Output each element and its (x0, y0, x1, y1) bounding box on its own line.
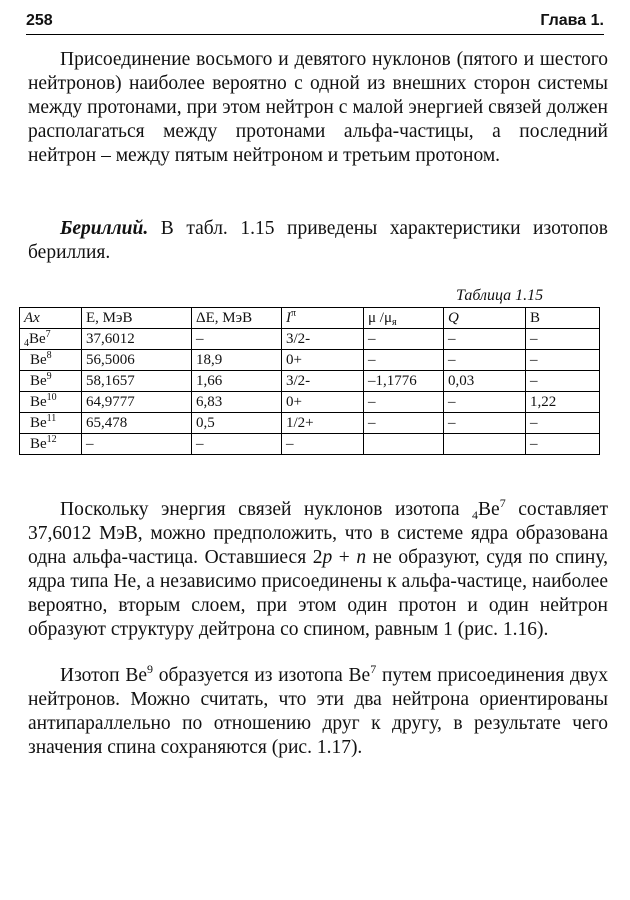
col-header-ax: Ax (20, 308, 82, 329)
col-header-magnetic-moment (364, 308, 444, 329)
cell-magnetic-moment: – (364, 392, 444, 413)
parity-symbol: π (291, 307, 297, 319)
cell-spin-parity: 3/2- (282, 371, 364, 392)
cell-magnetic-moment (364, 434, 444, 455)
section-title-beryllium: Бериллий. (60, 218, 149, 239)
col-header-quadrupole: Q (444, 308, 526, 329)
cell-quadrupole: 0,03 (444, 371, 526, 392)
page-header (26, 12, 604, 35)
cell-b: 1,22 (526, 392, 600, 413)
chapter-title: Глава 1. (540, 12, 604, 29)
cell-delta-energy: – (192, 329, 282, 350)
cell-isotope: Be$^8$ (20, 350, 82, 371)
cell-energy: 58,1657 (82, 371, 192, 392)
cell-spin-parity: 3/2- (282, 329, 364, 350)
cell-spin-parity: 0+ (282, 392, 364, 413)
cell-delta-energy: 1,66 (192, 371, 282, 392)
cell-energy: 56,5006 (82, 350, 192, 371)
cell-delta-energy: 0,5 (192, 413, 282, 434)
cell-delta-energy: 6,83 (192, 392, 282, 413)
table-header-row (20, 308, 600, 329)
paragraph-text: Присоединение восьмого и девятого нуклонов (пятого и шестого нейтронов) наиболее вероятно с одной из внешних сторон системы между протонами, при этом нейтрон с малой энергией связей должен располагаться между протонами альфа-частицы, а последний нейтрон – между пятым нейтроном и третьим протоном. (28, 49, 608, 166)
cell-isotope: Be$^{10}$ (20, 392, 82, 413)
mu-subscript: я (392, 316, 397, 328)
cell-delta-energy: – (192, 434, 282, 455)
spin-symbol: I (286, 309, 291, 326)
cell-isotope: $_4Be^7$ (20, 329, 82, 350)
cell-b: – (526, 371, 600, 392)
paragraph-be9-formation: Изотоп Be$^9$ образуется из изотопа Be$^7$ путем присоединения двух нейтронов. Можно считать, что эти два нейтрона ориентированы антипараллельно по отношению друг к другу, в результате чего значения спина сохраняются (рис. 1.17). (28, 662, 608, 758)
cell-quadrupole: – (444, 350, 526, 371)
cell-b: – (526, 329, 600, 350)
cell-delta-energy: 18,9 (192, 350, 282, 371)
col-header-energy: E, МэВ (82, 308, 192, 329)
cell-quadrupole: – (444, 392, 526, 413)
cell-isotope: Be$^9$ (20, 371, 82, 392)
cell-b: – (526, 413, 600, 434)
cell-spin-parity: 1/2+ (282, 413, 364, 434)
table-row (20, 413, 600, 434)
col-header-spin-parity (282, 308, 364, 329)
page-number: 258 (26, 12, 53, 29)
paragraph-text: В табл. 1.15 приведены характеристики изотопов бериллия. (28, 218, 608, 263)
cell-magnetic-moment: – (364, 329, 444, 350)
cell-spin-parity: – (282, 434, 364, 455)
cell-magnetic-moment: –1,1776 (364, 371, 444, 392)
cell-magnetic-moment: – (364, 413, 444, 434)
beryllium-isotopes-table (19, 307, 600, 455)
cell-spin-parity: 0+ (282, 350, 364, 371)
table-row (20, 371, 600, 392)
cell-isotope: Be$^{12}$ (20, 434, 82, 455)
cell-energy: 37,6012 (82, 329, 192, 350)
col-header-b: B (526, 308, 600, 329)
table-caption: Таблица 1.15 (456, 287, 544, 304)
mu-ratio-label: μ /μ (368, 309, 393, 326)
paragraph-be7-analysis: Поскольку энергия связей нуклонов изотопа $_4Be^7$ составляет 37,6012 МэВ, можно предположить, что в системе ядра образована одна альфа-частица. Оставшиеся 2p + n не образуют, судя по спину, ядра типа Не, а независимо присоединены к альфа-частице, наиболее вероятно, вторым слоем, при этом один протон и один нейтрон образуют структуру дейтрона со спином, равным 1 (рис. 1.16). (28, 496, 608, 640)
paragraph-nucleon-attachment (28, 48, 608, 168)
cell-b: – (526, 350, 600, 371)
cell-energy: 64,9777 (82, 392, 192, 413)
paragraph-beryllium-intro (28, 217, 608, 265)
cell-isotope: Be$^{11}$ (20, 413, 82, 434)
cell-quadrupole (444, 434, 526, 455)
table-row (20, 392, 600, 413)
cell-energy: – (82, 434, 192, 455)
table-row (20, 434, 600, 455)
cell-b: – (526, 434, 600, 455)
cell-energy: 65,478 (82, 413, 192, 434)
cell-quadrupole: – (444, 413, 526, 434)
cell-quadrupole: – (444, 329, 526, 350)
table-row (20, 329, 600, 350)
cell-magnetic-moment: – (364, 350, 444, 371)
col-header-delta-energy: ΔE, МэВ (192, 308, 282, 329)
table-row (20, 350, 600, 371)
